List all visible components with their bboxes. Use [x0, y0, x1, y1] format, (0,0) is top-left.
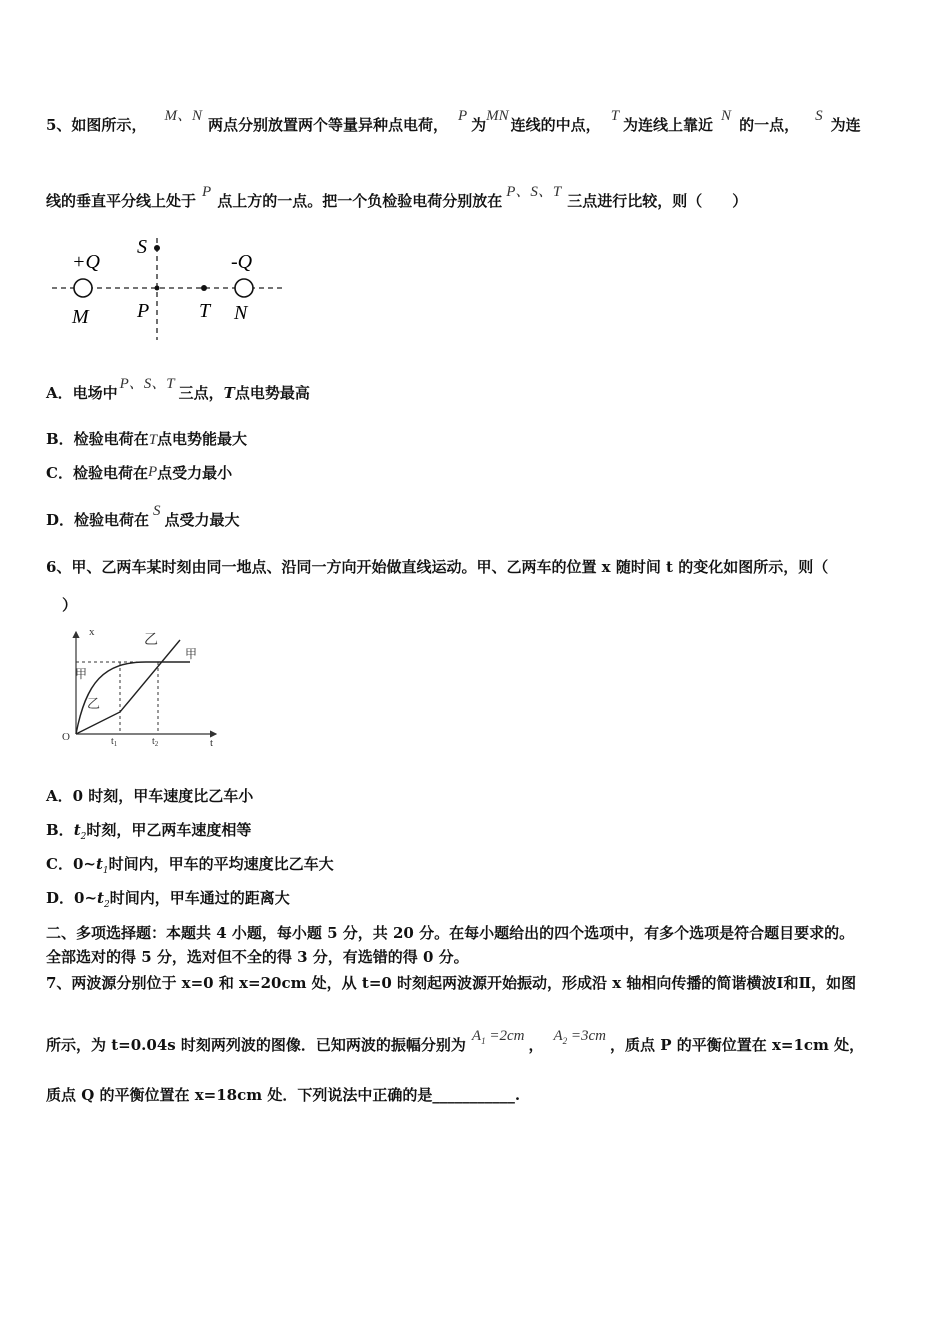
option-text: 时刻，甲乙两车速度相等	[86, 821, 252, 839]
charge-m-circle	[74, 279, 92, 297]
origin-label: O	[62, 731, 70, 743]
math-p: P	[457, 108, 468, 124]
math-pst: P、S、T	[119, 376, 175, 392]
option-text: 点受力最大	[164, 511, 240, 529]
label-jia-right: 甲	[185, 647, 198, 661]
option-text: 点电势最高	[234, 384, 310, 402]
option-text: 点受力最小	[157, 464, 233, 482]
t2-label: $t_2$	[152, 736, 159, 748]
q7-line2	[46, 1028, 865, 1056]
q7-text: ，	[528, 1036, 544, 1054]
label-plus-q: +Q	[72, 251, 100, 273]
x-axis-label: x	[89, 626, 95, 638]
q5-text: 连线的中点，	[510, 116, 601, 134]
math-subscript: 1	[102, 866, 109, 876]
q6-position-time-graph	[56, 622, 226, 752]
q5-text: 线的垂直平分线上处于	[46, 192, 197, 210]
label-s: S	[137, 236, 147, 258]
q5-text: 两点分别放置两个等量异种点电荷，	[207, 116, 448, 134]
math-s: S	[153, 503, 161, 519]
math-t: t	[95, 855, 103, 873]
label-yi-top: 乙	[144, 633, 158, 648]
option-text: C．0~	[46, 855, 96, 873]
q5-text: 的一点，	[739, 116, 800, 134]
point-p-dot	[155, 286, 160, 291]
option-text: B．检验电荷在	[46, 430, 149, 448]
t1-label: $t_1$	[111, 736, 118, 748]
option-text: C．检验电荷在	[46, 464, 148, 482]
q5-option-b[interactable]	[46, 428, 247, 449]
math-amplitude-2: $A_2 =3cm$	[553, 1028, 607, 1046]
q5-option-c[interactable]	[46, 462, 232, 483]
option-text: 时间内，甲车通过的距离大	[109, 889, 290, 907]
q5-charge-diagram	[46, 228, 296, 348]
math-amplitude-1: $A_1 =2cm$	[471, 1028, 525, 1046]
option-text: T	[223, 384, 235, 402]
option-text: 三点，	[178, 384, 224, 402]
q5-option-d[interactable]	[46, 503, 240, 530]
point-t-dot	[201, 285, 207, 291]
q5-line1	[46, 108, 861, 135]
q5-text: 为连线上靠近	[623, 116, 714, 134]
option-text: B．	[46, 821, 74, 839]
math-mn-labels: M、N	[164, 108, 202, 124]
q6-option-d[interactable]	[46, 887, 290, 910]
math-subscript: 2	[103, 900, 110, 910]
t-axis-label: t	[210, 737, 214, 749]
q7-text: ，质点 P 的平衡位置在 x=1cm 处，	[610, 1036, 865, 1054]
q6-line2: ）	[62, 596, 78, 614]
q5-text: 点上方的一点。把一个负检验电荷分别放在	[217, 192, 503, 210]
q6-option-b[interactable]	[46, 819, 251, 842]
math-pst: P、S、T	[506, 184, 562, 200]
label-yi-left: 乙	[87, 696, 101, 711]
q5-option-a[interactable]	[46, 376, 310, 403]
charge-n-circle	[235, 279, 253, 297]
q7-text: 所示，为 t=0.04s 时刻两列波的图像．已知两波的振幅分别为	[46, 1036, 466, 1054]
math-t: T	[610, 108, 620, 124]
q5-line2	[46, 184, 748, 211]
q6-line1: 6、甲、乙两车某时刻由同一地点、沿同一方向开始做直线运动。甲、乙两车的位置 x 随时间 t 的变化如图所示，则（	[46, 558, 829, 576]
label-p: P	[137, 300, 150, 322]
point-s-dot	[154, 245, 160, 251]
section2-heading-line1: 二、多项选择题：本题共 4 小题，每小题 5 分，共 20 分。在每小题给出的四个选项中，有多个选项是符合题目要求的。	[46, 924, 855, 942]
q7-line3: 质点 Q 的平衡位置在 x=18cm 处．下列说法中正确的是___________.	[46, 1086, 521, 1104]
math-p: P	[202, 184, 212, 200]
option-text: D．0~	[46, 889, 98, 907]
label-minus-q: -Q	[231, 251, 253, 273]
q5-text: 5、如图所示，	[46, 116, 147, 134]
q5-text: 为连	[830, 116, 861, 134]
q6-option-a[interactable]: A．0 时刻，甲车速度比乙车小	[46, 787, 254, 805]
math-s: S	[815, 108, 823, 124]
label-jia-left: 甲	[75, 667, 88, 681]
math-n: N	[721, 108, 732, 124]
q5-text: 三点进行比较，则（ ）	[567, 192, 748, 210]
math-subscript: 2	[80, 832, 87, 842]
q7-line1: 7、两波源分别位于 x=0 和 x=20cm 处，从 t=0 时刻起两波源开始振动，形成沿 x 轴相向传播的简谐横波Ⅰ和Ⅱ，如图	[46, 974, 857, 992]
math-p: P	[147, 464, 158, 480]
option-text: 点电势能最大	[157, 430, 248, 448]
option-text: A．电场中	[46, 384, 118, 402]
option-text: 时间内，甲车的平均速度比乙车大	[108, 855, 334, 873]
section2-heading-line2: 全部选对的得 5 分，选对但不全的得 3 分，有选错的得 0 分。	[46, 948, 469, 966]
label-t: T	[199, 300, 211, 322]
math-t: T	[148, 432, 158, 448]
math-t: t	[97, 889, 104, 907]
q5-text: 为	[471, 116, 487, 134]
q6-option-c[interactable]	[46, 853, 334, 876]
math-t: t	[73, 821, 81, 839]
option-text: D．检验电荷在	[46, 511, 150, 529]
label-n: N	[234, 302, 248, 324]
label-m: M	[72, 306, 89, 328]
math-mn: MN	[486, 108, 509, 124]
